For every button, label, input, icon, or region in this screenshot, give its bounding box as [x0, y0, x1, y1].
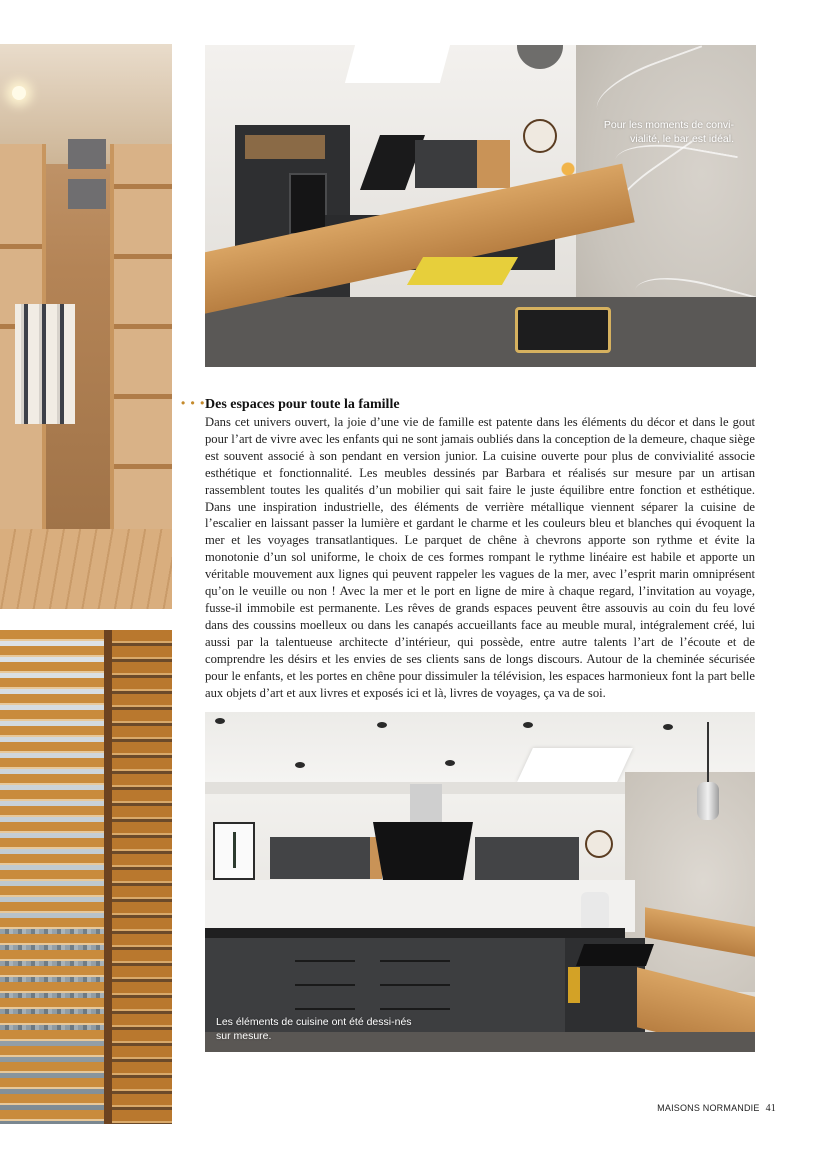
- ceiling-spot: [295, 762, 305, 768]
- article-heading: Des espaces pour toute la famille: [205, 397, 400, 412]
- pendant-lamp: [697, 782, 719, 820]
- kitchen-bar-photo: [205, 45, 756, 367]
- page-number: 41: [765, 1103, 776, 1114]
- wall-clock: [523, 119, 557, 153]
- storage-box: [68, 179, 106, 209]
- blind-slats: [0, 630, 104, 1124]
- bar-stool: [515, 307, 611, 353]
- wardrobe-photo: [0, 44, 172, 609]
- kitchen-photo: [205, 712, 755, 1052]
- yellow-towel: [568, 967, 580, 1003]
- dark-worktop: [205, 928, 625, 938]
- upper-cabinet-right: [475, 837, 579, 881]
- pendant-lamp: [517, 45, 563, 69]
- hood-chimney: [410, 784, 442, 824]
- page-footer: [657, 1103, 776, 1114]
- wall-art-frame: [213, 822, 255, 880]
- blind-slats-right: [112, 630, 172, 1124]
- storage-box: [68, 139, 106, 169]
- kitchen-robot: [581, 892, 609, 928]
- extractor-hood: [373, 822, 473, 880]
- kitchen-floor: [205, 297, 756, 367]
- photo-caption-top: Pour les moments de convi-vialité, le bar est idéal.: [603, 119, 734, 145]
- upper-cabinet-left: [270, 837, 370, 879]
- ceiling-spotlight: [12, 86, 26, 100]
- oven: [289, 173, 327, 235]
- ceiling-spot: [377, 722, 387, 728]
- photo-caption-bottom: Les éléments de cuisine ont été dessi-nés sur mesure.: [216, 1016, 412, 1042]
- wooden-niche: [245, 135, 325, 159]
- ceiling-spot: [445, 760, 455, 766]
- backsplash: [205, 880, 635, 932]
- window-frame: [104, 630, 112, 1124]
- magazine-name: MAISONS NORMANDIE: [657, 1103, 760, 1113]
- skylight: [345, 45, 450, 83]
- pendant-cord: [707, 722, 709, 782]
- yellow-plate: [407, 257, 518, 285]
- ceiling-spot: [215, 718, 225, 724]
- wall-clock: [585, 830, 613, 858]
- heading-bullet-dots: • • •: [181, 396, 206, 410]
- ceiling-spot: [523, 722, 533, 728]
- wooden-blinds-photo: [0, 630, 172, 1124]
- skylight: [517, 748, 633, 782]
- ceiling-spot: [663, 724, 673, 730]
- hanging-clothes: [15, 304, 75, 424]
- upper-cabinet-wood: [477, 140, 510, 188]
- kitchen-sink: [576, 944, 654, 966]
- wooden-floor: [0, 529, 172, 609]
- article-body: Dans cet univers ouvert, la joie d’une vie de famille est patente dans les éléments du décor et dans le gout pour l’art de vivre avec les enfants qui ne sont jamais oubliés dans la conception de la demeure, chaque siège est souvent associé à son pendant en version junior. La cuisine ouverte pour plus de convivialité associe esthétique et fonctionnalité. Les meubles dessinés par Barbara et réalisés sur mesure par un artisan rassemblent toutes les qualités d’un mobilier qui sait faire le juste équilibre entre fonction et esthétique. Dans une inspiration industrielle, des éléments de verrière métallique viennent séparer la cuisine de l’escalier en laissant passer la lumière et gardant le charme et les couleurs bleu et blanches qui évoquent la mer et les voyages transatlantiques. Le parquet de chêne à chevrons apporte son rythme et évite la monotonie d’un sol uniforme, le choix de ces formes rompant le rythme linéaire est habile et apporte un véritable mouvement aux lignes qui peuvent rappeler les vagues de la mer, avec l’esprit marin omniprésent qu’on le veuille ou non ! Avec la mer et le port en ligne de mire à chaque regard, l’invitation au voyage, fusse-il immobile est permanente. Les rêves de grands espaces peuvent être assouvis au coin du feu lové dans des coussins moelleux ou dans les canapés accueillants face au meuble mural, intégralement créé, lui aussi par la talentueuse architecte d’intérieur, qui possède, entre autre talents l’art de l’écoute et de comprendre les désirs et les envies de ses clients sans de longs discours. Autour de la cheminée sécurisée pour le enfants, et les portes en chêne pour dissimuler la télévision, les espaces harmonieux font la part belle aux objets d’art et aux livres et exposés ici et là, livres de voyages, ça va de soi.: [205, 415, 755, 700]
